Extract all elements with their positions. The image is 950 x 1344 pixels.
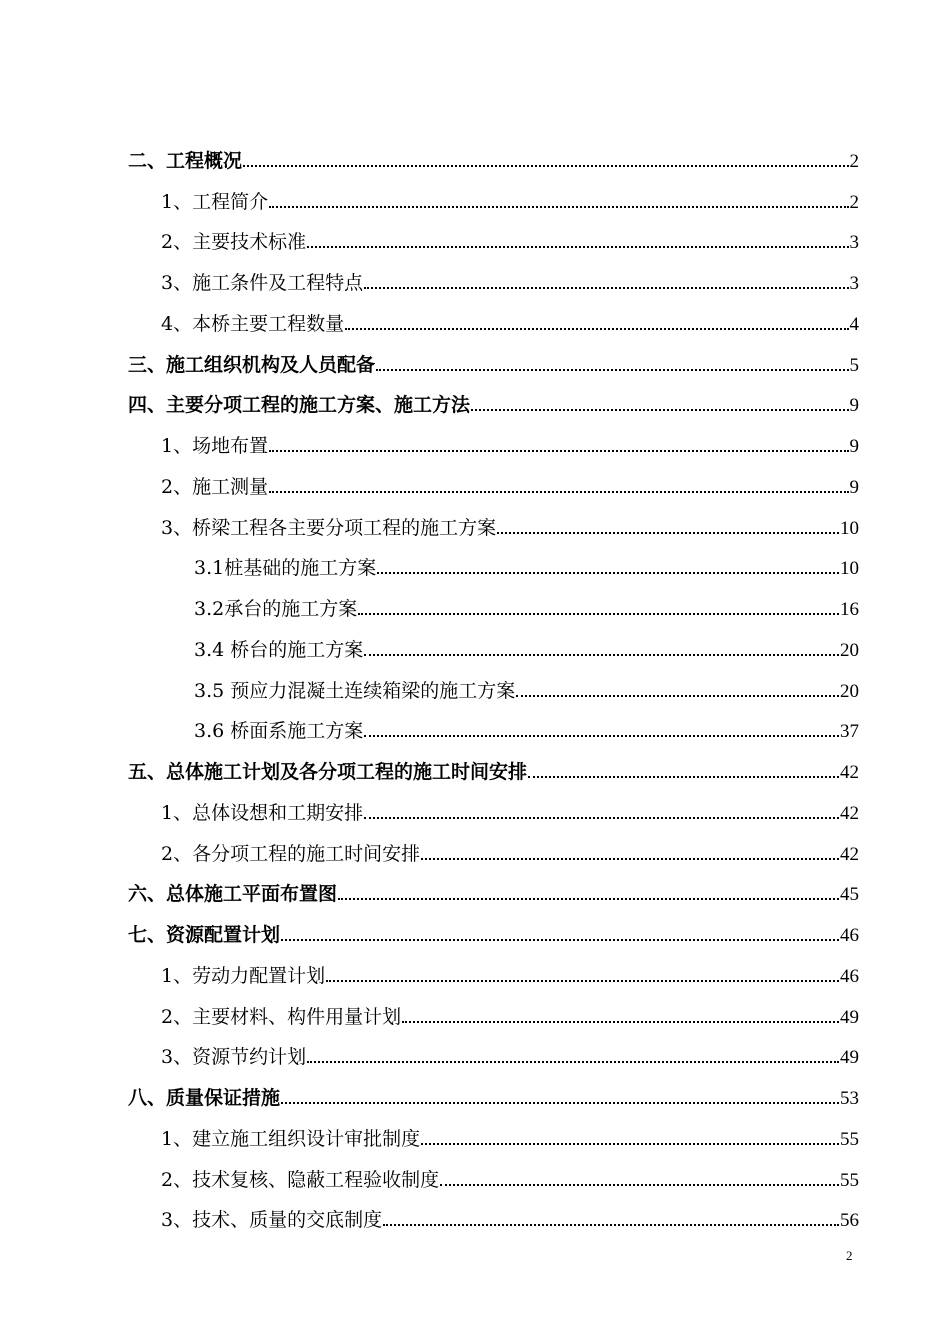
toc-entry-page: 55 — [840, 1169, 859, 1191]
toc-entry[interactable] — [128, 458, 859, 499]
toc-entry-title: 五、总体施工计划及各分项工程的施工时间安排 — [128, 761, 528, 783]
dot-leader — [281, 939, 839, 941]
toc-entry-title: 3、技术、质量的交底制度 — [161, 1209, 383, 1232]
toc-entry-page: 42 — [840, 762, 859, 783]
toc-entry[interactable] — [128, 295, 859, 336]
toc-entry-title: 3.1桩基础的施工方案 — [194, 557, 377, 580]
toc-entry[interactable] — [128, 988, 859, 1029]
toc-entry-title: 六、总体施工平面布置图 — [128, 883, 338, 906]
dot-leader — [383, 1224, 839, 1226]
toc-entry[interactable] — [128, 1192, 859, 1233]
toc-entry[interactable] — [128, 662, 859, 703]
toc-entry-title: 2、技术复核、隐蔽工程验收制度 — [161, 1168, 440, 1191]
toc-entry[interactable] — [128, 336, 859, 377]
dot-leader — [364, 287, 848, 289]
toc-entry[interactable] — [128, 743, 859, 784]
toc-entry-title: 三、施工组织机构及人员配备 — [128, 353, 376, 376]
toc-entry-page: 2 — [849, 191, 859, 213]
toc-entry-page: 9 — [849, 395, 859, 417]
dot-leader — [269, 491, 848, 493]
toc-entry-page: 3 — [849, 232, 859, 254]
dot-leader — [376, 369, 848, 371]
toc-entry-title: 1、工程简介 — [161, 190, 269, 213]
toc-entry-page: 5 — [849, 354, 859, 376]
dot-leader — [307, 246, 848, 248]
toc-entry-title: 2、各分项工程的施工时间安排 — [161, 842, 421, 865]
dot-leader — [338, 898, 839, 900]
dot-leader — [471, 409, 848, 411]
table-of-contents — [128, 132, 859, 1232]
toc-entry[interactable] — [128, 417, 859, 458]
toc-entry-page: 9 — [849, 476, 859, 498]
toc-entry[interactable] — [128, 377, 859, 418]
toc-entry-page: 16 — [840, 599, 859, 620]
toc-entry[interactable] — [128, 254, 859, 295]
toc-entry-title: 二、工程概况 — [128, 149, 243, 172]
toc-entry[interactable] — [128, 1110, 859, 1151]
toc-entry-title: 八、质量保证措施 — [128, 1087, 281, 1109]
toc-entry-page: 20 — [840, 639, 859, 661]
toc-entry-title: 七、资源配置计划 — [128, 924, 281, 946]
toc-entry[interactable] — [128, 499, 859, 540]
toc-entry[interactable] — [128, 540, 859, 581]
toc-entry[interactable] — [128, 1029, 859, 1070]
toc-entry-title: 3.4 桥台的施工方案 — [194, 638, 364, 661]
dot-leader — [364, 817, 839, 819]
page-number: 2 — [846, 1248, 853, 1263]
toc-entry-page: 56 — [840, 1210, 859, 1232]
toc-entry[interactable] — [128, 906, 859, 947]
toc-entry-title: 3.6 桥面系施工方案 — [194, 720, 364, 743]
toc-entry-title: 3、施工条件及工程特点 — [161, 272, 364, 294]
toc-entry-title: 3、桥梁工程各主要分项工程的施工方案 — [161, 516, 497, 539]
toc-entry-title: 3.5 预应力混凝土连续箱梁的施工方案 — [194, 679, 516, 702]
toc-entry[interactable] — [128, 866, 859, 907]
dot-leader — [421, 858, 839, 860]
toc-entry-page: 49 — [840, 1006, 859, 1028]
toc-entry-page: 4 — [849, 313, 859, 335]
dot-leader — [307, 1061, 839, 1063]
toc-entry-page: 10 — [840, 517, 859, 539]
toc-entry[interactable] — [128, 214, 859, 255]
toc-entry-title: 四、主要分项工程的施工方案、施工方法 — [128, 394, 471, 417]
dot-leader — [269, 450, 848, 452]
toc-entry-page: 42 — [840, 802, 859, 824]
dot-leader — [281, 1102, 839, 1104]
dot-leader — [402, 1021, 839, 1023]
toc-entry-page: 20 — [840, 680, 859, 702]
toc-entry[interactable] — [128, 580, 859, 621]
toc-entry-page: 45 — [840, 884, 859, 906]
toc-entry[interactable] — [128, 825, 859, 866]
dot-leader — [358, 613, 839, 615]
toc-entry[interactable] — [128, 1069, 859, 1110]
toc-entry-page: 3 — [849, 273, 859, 294]
toc-entry-page: 2 — [849, 150, 859, 172]
dot-leader — [364, 654, 839, 656]
toc-entry-page: 37 — [840, 721, 859, 743]
dot-leader — [269, 206, 848, 208]
toc-entry-page: 46 — [840, 965, 859, 987]
toc-entry-page: 55 — [840, 1128, 859, 1150]
dot-leader — [440, 1184, 839, 1186]
toc-entry-title: 2、主要技术标准 — [161, 231, 307, 254]
dot-leader — [497, 532, 839, 534]
toc-entry-page: 46 — [840, 925, 859, 946]
toc-entry[interactable] — [128, 1151, 859, 1192]
toc-entry[interactable] — [128, 947, 859, 988]
toc-entry-title: 1、总体设想和工期安排 — [161, 801, 364, 824]
dot-leader — [421, 1143, 839, 1145]
toc-entry-title: 3.2承台的施工方案 — [194, 598, 358, 620]
toc-entry[interactable] — [128, 173, 859, 214]
toc-entry[interactable] — [128, 621, 859, 662]
dot-leader — [243, 165, 848, 167]
toc-entry-title: 2、主要材料、构件用量计划 — [161, 1005, 402, 1028]
toc-entry-title: 1、劳动力配置计划 — [161, 964, 326, 987]
toc-entry[interactable] — [128, 703, 859, 744]
toc-entry[interactable] — [128, 132, 859, 173]
dot-leader — [364, 735, 839, 737]
toc-entry-page: 53 — [840, 1088, 859, 1109]
toc-entry-page: 42 — [840, 843, 859, 865]
toc-entry-title: 3、资源节约计划 — [161, 1046, 307, 1069]
toc-entry-page: 9 — [849, 436, 859, 457]
toc-entry-title: 1、场地布置 — [161, 435, 269, 457]
toc-entry-page: 10 — [840, 558, 859, 580]
toc-entry-title: 1、建立施工组织设计审批制度 — [161, 1127, 421, 1150]
dot-leader — [326, 980, 839, 982]
dot-leader — [528, 776, 839, 778]
toc-entry[interactable] — [128, 784, 859, 825]
dot-leader — [516, 695, 839, 697]
toc-entry-title: 4、本桥主要工程数量 — [161, 312, 345, 335]
dot-leader — [377, 572, 839, 574]
toc-entry-page: 49 — [840, 1047, 859, 1069]
toc-entry-title: 2、施工测量 — [161, 475, 269, 498]
dot-leader — [345, 328, 848, 330]
